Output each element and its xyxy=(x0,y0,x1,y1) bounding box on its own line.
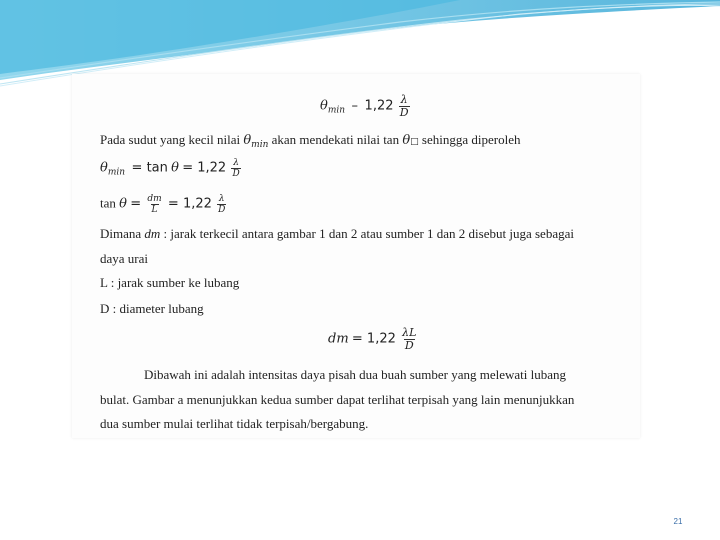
equals-sign: = xyxy=(130,196,142,212)
numerator: λ xyxy=(400,93,408,106)
denominator: D xyxy=(218,205,226,215)
text-fragment: Pada sudut yang kecil nilai xyxy=(100,132,241,147)
paragraph-line-2: bulat. Gambar a menunjukkan kedua sumber dapat terlihat terpisah yang lain menunjukkan xyxy=(100,392,575,407)
numerator: λ xyxy=(218,194,225,204)
fraction-lambda-d xyxy=(399,94,410,119)
definition-dm-continued: daya urai xyxy=(100,251,149,266)
subscript-min: min xyxy=(251,140,269,150)
definition-dm xyxy=(100,226,574,242)
subscript-min: min xyxy=(107,167,126,178)
denominator: D xyxy=(399,106,409,119)
theta-symbol: θ xyxy=(171,160,179,176)
paragraph-line-1: Dibawah ini adalah intensitas daya pisah dua buah sumber yang melewati lubang xyxy=(144,367,567,382)
numerator: λL xyxy=(402,326,417,339)
operator: – xyxy=(351,98,359,114)
text-fragment: : jarak terkecil antara gambar 1 dan 2 atau sumber 1 dan 2 disebut juga sebagai xyxy=(163,226,574,241)
paragraph-line-3: dua sumber mulai terlihat tidak terpisah/bergabung. xyxy=(100,416,369,431)
text-fragment: akan mendekati nilai xyxy=(271,132,380,147)
theta-symbol: θ xyxy=(100,160,108,176)
equation-theta-min-tan xyxy=(100,158,243,180)
text-fragment: Dimana xyxy=(100,226,142,241)
theta-symbol: θ xyxy=(320,98,328,114)
subscript-min: min xyxy=(327,105,346,116)
equation-theta-min xyxy=(320,94,412,119)
numerator: dm xyxy=(147,194,162,204)
fraction-lambda-l-d xyxy=(401,327,417,352)
tan-word: tan xyxy=(100,195,116,211)
equals-coefficient: = 1,22 xyxy=(351,331,396,347)
denominator: D xyxy=(404,339,414,352)
fraction-dm-l xyxy=(146,194,162,215)
equation-dm xyxy=(328,327,419,352)
denominator: D xyxy=(232,169,240,179)
missing-glyph-box: □ xyxy=(410,137,419,147)
equals-coefficient: = 1,22 xyxy=(182,160,227,176)
page-number: 21 xyxy=(673,517,683,526)
tan-word: tan xyxy=(383,132,400,147)
definition-l: L : jarak sumber ke lubang xyxy=(100,275,240,290)
fraction-lambda-d xyxy=(231,158,240,179)
equals-tan: = tan xyxy=(131,160,168,176)
content-panel xyxy=(72,74,640,438)
coefficient: 1,22 xyxy=(364,98,394,114)
equation-tan-theta xyxy=(100,194,228,215)
denominator: L xyxy=(151,205,158,215)
text-fragment: sehingga diperoleh xyxy=(421,132,521,147)
text-line-small-angle xyxy=(100,132,520,153)
numerator: λ xyxy=(233,158,239,168)
variable-dm: dm xyxy=(328,331,349,347)
definition-d: D : diameter lubang xyxy=(100,301,204,316)
fraction-lambda-d xyxy=(217,194,226,215)
theta-symbol: θ xyxy=(119,196,127,212)
equals-coefficient: = 1,22 xyxy=(167,196,212,212)
theta-symbol: θ xyxy=(243,133,252,148)
theta-symbol: θ xyxy=(402,133,411,148)
variable-dm: dm xyxy=(144,226,161,241)
